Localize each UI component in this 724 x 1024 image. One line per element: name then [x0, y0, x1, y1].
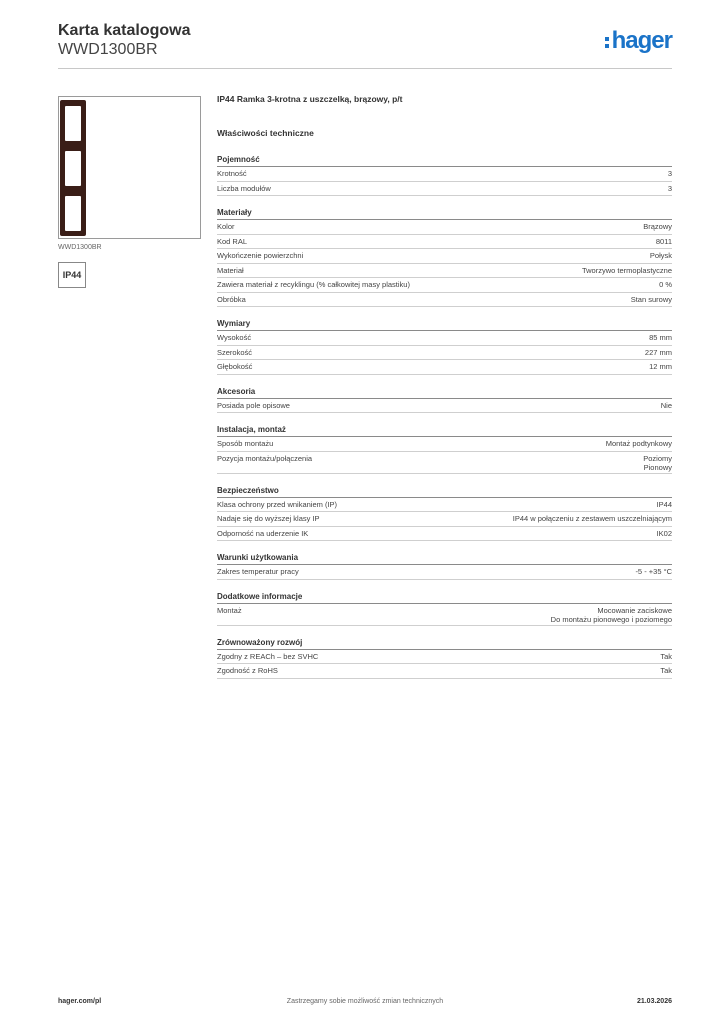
- spec-value: [668, 169, 672, 181]
- spec-value-line: IP44 w połączeniu z zestawem uszczelniającym: [512, 514, 672, 523]
- spec-value-line: 12 mm: [649, 362, 672, 371]
- frame-opening: [65, 151, 81, 186]
- spec-value-line: 3: [667, 183, 672, 193]
- logo-dots-icon: [605, 34, 610, 49]
- spec-row: [217, 399, 672, 414]
- spec-section: [217, 424, 672, 474]
- spec-label: Głębokość: [217, 362, 253, 371]
- ip-rating-badge: IP44: [58, 262, 86, 288]
- spec-row: [217, 346, 672, 361]
- spec-sections: [217, 154, 672, 679]
- spec-row: [217, 249, 672, 264]
- spec-label: Kolor: [217, 222, 235, 231]
- spec-value-line: 85 mm: [649, 333, 672, 342]
- spec-label: Sposób montażu: [217, 439, 274, 448]
- spec-value: [643, 222, 672, 234]
- footer-website: hager.com/pl: [58, 998, 102, 1005]
- spec-value-line: IP44: [656, 499, 672, 509]
- spec-label: Nadaje się do wyższej klasy IP: [217, 514, 320, 523]
- spec-row: [217, 167, 672, 182]
- spec-row: [217, 235, 672, 250]
- section-title: Warunki użytkowania: [217, 552, 672, 565]
- spec-row: [217, 650, 672, 665]
- spec-value-line: 0 %: [659, 280, 672, 289]
- spec-label: Zawiera materiał z recyklingu (% całkowitej masy plastiku): [217, 280, 410, 289]
- spec-label: Posiada pole opisowe: [217, 400, 290, 410]
- spec-section: [217, 485, 672, 542]
- spec-value: [649, 333, 672, 345]
- spec-value: [643, 454, 672, 473]
- spec-section: [217, 154, 672, 196]
- spec-value-line: Mocowanie zaciskowe: [597, 605, 672, 615]
- footer-disclaimer: Zastrzegamy sobie możliwość zmian technicznych: [286, 998, 444, 1005]
- spec-value: [659, 280, 672, 292]
- spec-value-line: Połysk: [649, 251, 672, 260]
- spec-row: [217, 527, 672, 542]
- spec-label: Wysokość: [217, 333, 252, 342]
- spec-value-line: 227 mm: [644, 347, 672, 357]
- spec-value: [606, 439, 672, 451]
- footer-date: 21.03.2026: [636, 998, 672, 1005]
- spec-value: [668, 184, 672, 196]
- spec-row: [217, 220, 672, 235]
- spec-section: [217, 207, 672, 307]
- spec-value-line: Nie: [660, 400, 672, 410]
- properties-heading: Właściwości techniczne: [217, 128, 314, 138]
- spec-row: [217, 664, 672, 679]
- spec-value: [582, 266, 672, 278]
- spec-label: Zgodny z REACh – bez SVHC: [217, 651, 319, 661]
- section-title: Dodatkowe informacje: [217, 591, 672, 604]
- spec-row: [217, 452, 672, 474]
- spec-value-line: IK02: [656, 528, 672, 538]
- spec-value: [650, 251, 672, 263]
- spec-value-line: Stan surowy: [630, 294, 672, 304]
- spec-section: [217, 386, 672, 414]
- spec-row: [217, 331, 672, 346]
- spec-row: [217, 264, 672, 279]
- spec-value: [657, 529, 672, 541]
- spec-value-line: Tak: [660, 666, 672, 675]
- spec-value-line: Do montażu pionowego i poziomego: [550, 615, 672, 624]
- spec-section: [217, 318, 672, 375]
- spec-content: [217, 94, 672, 679]
- section-title: Akcesoria: [217, 386, 672, 399]
- spec-value-line: Tak: [660, 651, 672, 661]
- spec-value: [551, 606, 672, 625]
- spec-label: Materiał: [217, 265, 244, 275]
- spec-row: [217, 512, 672, 527]
- spec-value-line: 8011: [655, 236, 672, 246]
- spec-value: [513, 514, 672, 526]
- spec-value-line: Montaż podtynkowy: [605, 439, 672, 448]
- logo-text: hager: [611, 27, 672, 54]
- section-title: Instalacja, montaż: [217, 424, 672, 437]
- product-title: IP44 Ramka 3-krotna z uszczelką, brązowy, p/t: [217, 94, 403, 104]
- spec-row: [217, 182, 672, 197]
- section-title: Bezpieczeństwo: [217, 485, 672, 498]
- spec-section: [217, 637, 672, 679]
- spec-value: [657, 500, 672, 512]
- spec-label: Klasa ochrony przed wnikaniem (IP): [217, 499, 338, 509]
- spec-label: Krotność: [217, 169, 247, 178]
- spec-value: [661, 401, 672, 413]
- spec-label: Kod RAL: [217, 236, 248, 246]
- product-code: WWD1300BR: [58, 244, 102, 251]
- spec-row: [217, 604, 672, 626]
- document-title: Karta katalogowa: [58, 22, 191, 39]
- spec-value: [660, 652, 672, 664]
- spec-row: [217, 278, 672, 293]
- hager-logo: [605, 29, 672, 53]
- spec-row: [217, 565, 672, 580]
- spec-label: Pozycja montażu/połączenia: [217, 453, 313, 463]
- product-frame-image: [60, 100, 86, 236]
- spec-value: [635, 567, 672, 579]
- page-header: [58, 20, 672, 68]
- header-divider: [58, 68, 672, 69]
- section-title: Materiały: [217, 207, 672, 220]
- spec-value-line: Tworzywo termoplastyczne: [581, 265, 672, 275]
- spec-value: [645, 348, 672, 360]
- spec-value: [631, 295, 672, 307]
- spec-label: Obróbka: [217, 294, 246, 304]
- spec-row: [217, 437, 672, 452]
- spec-value-line: -5 - +35 °C: [635, 567, 672, 576]
- spec-label: Odporność na uderzenie IK: [217, 528, 309, 538]
- spec-row: [217, 498, 672, 513]
- section-title: Wymiary: [217, 318, 672, 331]
- section-title: Zrównoważony rozwój: [217, 637, 672, 650]
- spec-value: [660, 666, 672, 678]
- spec-row: [217, 360, 672, 375]
- spec-row: [217, 293, 672, 308]
- spec-section: [217, 591, 672, 626]
- spec-label: Zakres temperatur pracy: [217, 567, 299, 576]
- spec-label: Szerokość: [217, 347, 253, 357]
- spec-value: [656, 237, 672, 249]
- spec-value-line: 3: [667, 169, 672, 178]
- spec-label: Montaż: [217, 605, 242, 615]
- spec-value-line: Poziomy: [643, 453, 672, 463]
- spec-value-line: Brązowy: [643, 222, 672, 231]
- frame-opening: [65, 106, 81, 141]
- spec-value: [649, 362, 672, 374]
- frame-opening: [65, 196, 81, 231]
- section-title: Pojemność: [217, 154, 672, 167]
- spec-value-line: Pionowy: [643, 463, 672, 472]
- spec-label: Wykończenie powierzchni: [217, 251, 304, 260]
- spec-label: Zgodność z RoHS: [217, 666, 278, 675]
- spec-label: Liczba modułów: [217, 183, 271, 193]
- spec-section: [217, 552, 672, 580]
- document-subtitle: WWD1300BR: [58, 41, 158, 58]
